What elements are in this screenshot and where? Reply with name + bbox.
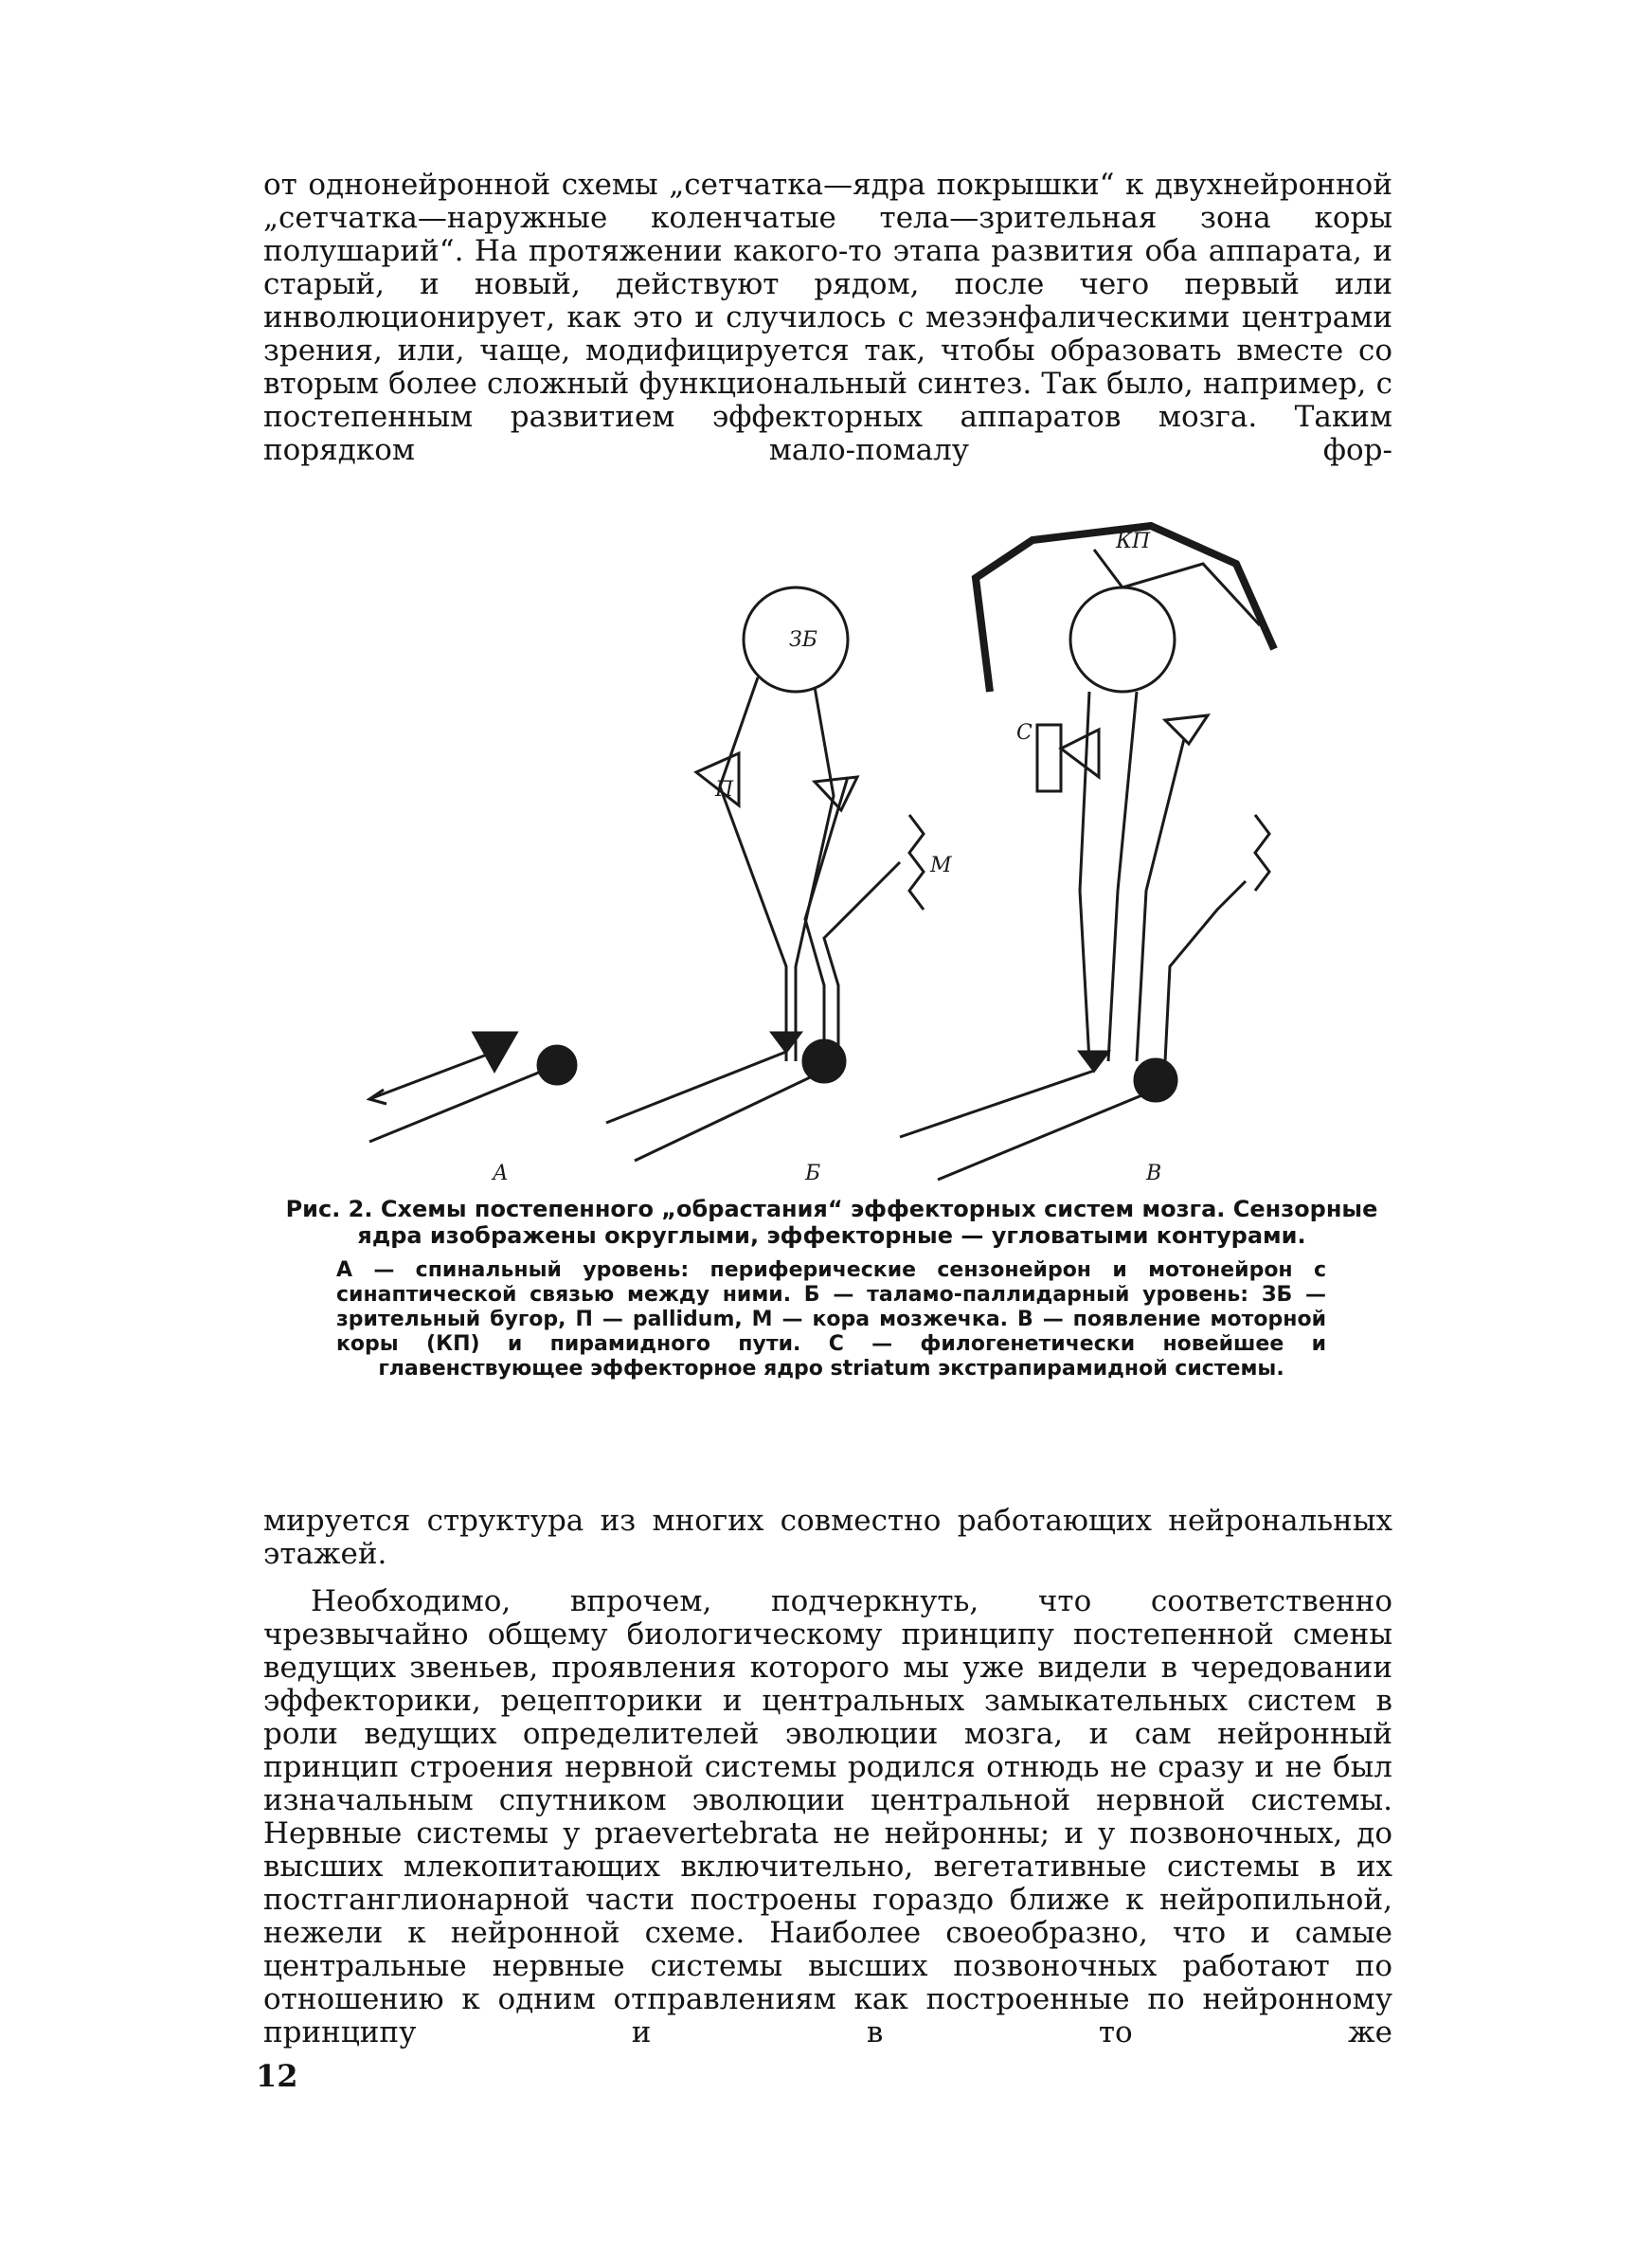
body-paragraph-3: Необходимо, впрочем, подчеркнуть, что соответственно чрезвычайно общему биологическому принципу постепенной смены ведущих звеньев, проявления которого мы уже видели в чередовании эффекторики, рецепторики и центральных замыкательных систем в роли ведущих определителей эволюции мозга, и сам нейронный принцип строения нервной системы родился отнюдь не сразу и не был изначальным спутником эволюции центральной нервной системы. Нервные системы у praevertebrata не нейронны; и у позвоночных, до высших млекопитающих включительно, вегетативные системы в их постганглионарной части построены гораздо ближе к нейропильной, нежели к нейронной схеме. Наиболее своеобразно, что и самые центральные нервные системы высших позвоночных работают по отношению к одним отправлениям как построенные по нейронному принципу и в то же (263, 1584, 1392, 2049)
label-p: П (715, 778, 734, 802)
panel-a (369, 1033, 576, 1142)
body-paragraph-2: мируется структура из многих совместно работающих нейрональных этажей. (263, 1504, 1392, 1571)
page-number: 12 (256, 2058, 298, 2094)
figure-caption-title: Рис. 2. Схемы постепенного „обрастания“ эффекторных систем мозга. Сензорные ядра изображены округлыми, эффекторные — угловатыми контурами. (285, 1196, 1378, 1249)
figure-2-diagram (350, 493, 1421, 1194)
label-c: С (1016, 721, 1032, 745)
panel-c (900, 526, 1274, 1180)
body-paragraph-1: от однонейронной схемы „сетчатка—ядра покрышки“ к двухнейронной „сетчатка—наружные коленчатые тела—зрительная зона коры полушарий“. На протяжении какого-то этапа развития оба аппарата, и старый, и новый, действуют рядом, после чего первый или инволюционирует, как это и случилось с мезэнфалическими центрами зрения, или, чаще, модифицируется так, чтобы образовать вместе со вторым более сложный функциональный синтез. Так было, например, с постепенным развитием эффекторных аппаратов мозга. Таким порядком мало-помалу фор- (263, 168, 1392, 467)
panel-label-a: А (493, 1162, 509, 1185)
label-kp: КП (1116, 530, 1151, 553)
panel-label-b: Б (805, 1162, 821, 1185)
figure-caption-body: А — спинальный уровень: периферические сензонейрон и мотонейрон с синаптической связью между ними. Б — таламо-паллидарный уровень: ЗБ — зрительный бугор, П — pallidum, М — кора мозжечка. В — появление моторной коры (КП) и пирамидного пути. С — филогенетически новейшее и главенствующее эффекторное ядро striatum экстрапирамидной системы. (336, 1258, 1326, 1381)
label-zb: ЗБ (789, 628, 817, 652)
effector-node (815, 777, 857, 810)
panel-b (606, 587, 924, 1161)
motor-triangle (474, 1033, 516, 1071)
label-m: М (930, 854, 952, 877)
thalamus-circle-c (1070, 587, 1175, 692)
panel-label-v: В (1146, 1162, 1162, 1185)
